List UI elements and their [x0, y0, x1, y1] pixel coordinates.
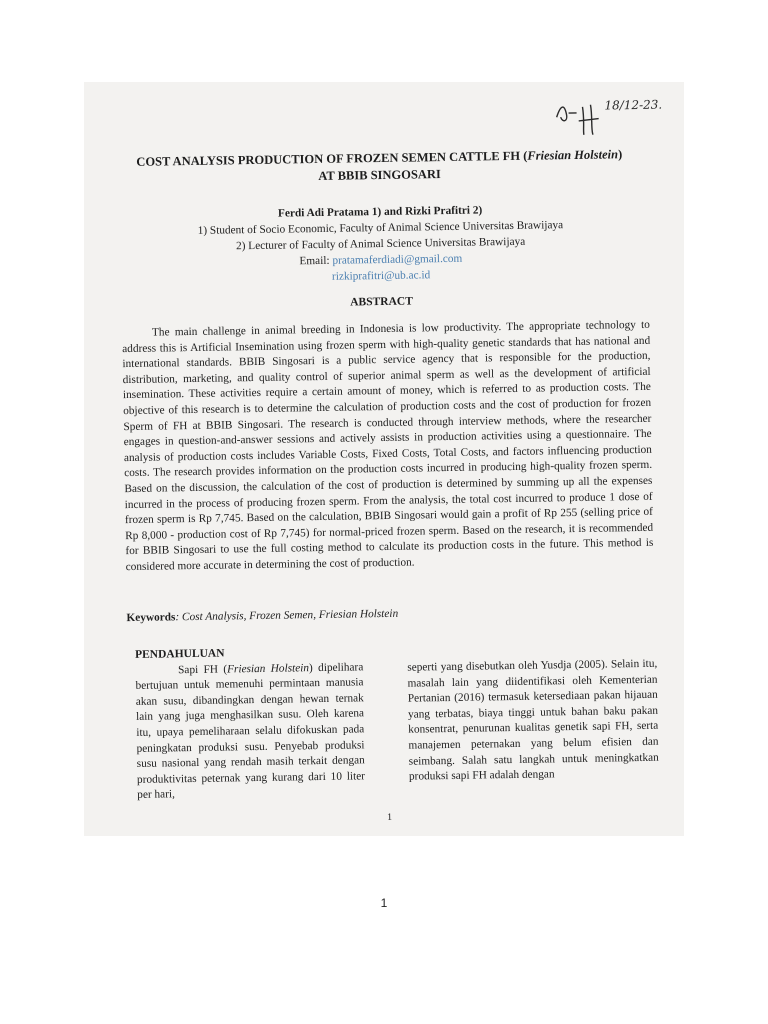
email-line: Email: pratamaferdiadi@gmail.com	[299, 252, 463, 268]
handwritten-date: 18/12-23.	[604, 97, 663, 113]
left-column-text: Sapi FH (Friesian Holstein) dipelihara bertujuan untuk memenuhi permintaan manusia akan susu, dibandingkan dengan hewan ternak lain yang juga menghasilkan susu. Oleh karena itu, upaya pemeliharaan selalu difokuskan pada peningkatan produksi susu. Penyebab produksi susu nasional yang rendah masih terkait dengan produktivitas peternak yang kurang dari 10 liter per hari,	[135, 660, 366, 802]
title-line-2: AT BBIB SINGOSARI	[318, 167, 441, 183]
abstract-body: The main challenge in animal breeding in Indonesia is low productivity. The appropriate technology to address this is Artificial Insemination using frozen sperm with high-quality genetic standards that has national and international standards. BBIB Singosari is a public service agency that is responsible for the production, distribution, marketing, and quality control of superior animal sperm as well as the development of artificial insemination. These activities require a certain amount of money, which is referred to as production costs. The objective of this research is to determine the calculation of production costs and the cost of production for frozen Sperm of FH at BBIB Singosari. The research is conducted through interview methods, where the researcher engages in question-and-answer sessions and actively assists in production activities using a questionnaire. The analysis of production costs includes Variable Costs, Fixed Costs, Total Costs, and factors influencing production costs. The research provides information on the production costs incurred in producing high-quality frozen sperm. Based on the discussion, the calculation of the cost of production is determined by summing up all the expenses incurred in the process of producing frozen sperm. From the analysis, the total cost incurred to produce 1 dose of frozen sperm is Rp 7,745. Based on the calculation, BBIB Singosari would gain a profit of Rp 255 (selling price of Rp 8,000 - production cost of Rp 7,745) for normal-priced frozen sperm. Based on the research, it is recommended for BBIB Singosari to use the full costing method to calculate its production costs in the future. This method is considered more accurate in determining the cost of production.	[122, 318, 654, 573]
author-names: Ferdi Adi Pratama 1) and Rizki Prafitri 2)	[277, 204, 483, 220]
left-column	[135, 644, 365, 803]
abstract-heading: ABSTRACT	[350, 295, 413, 309]
email-link-2[interactable]: rizkiprafitri@ub.ac.id	[331, 269, 431, 283]
scanned-page-photo	[84, 82, 684, 836]
keywords-line: Keywords: Cost Analysis, Frozen Semen, Friesian Holstein	[126, 607, 399, 625]
title-line-1: COST ANALYSIS PRODUCTION OF FROZEN SEMEN CATTLE FH (Friesian Holstein)	[136, 147, 623, 169]
right-column-text: seperti yang disebutkan oleh Yusdja (2005). Selain itu, masalah lain yang diidentifikasi oleh Kementerian Pertanian (2016) termasuk ketersediaan pakan hijauan yang terbatas, biaya tinggi untuk bahan baku pakan konsentrat, penurunan kualitas genetik sapi FH, serta manajemen peternakan yang belum efisien dan seimbang. Salah satu langkah untuk meningkatkan produksi sapi FH adalah dengan	[407, 657, 659, 783]
signature-scribble	[552, 86, 613, 139]
right-column	[407, 657, 659, 786]
handwritten-signature	[552, 86, 663, 140]
photo-page-number: 1	[387, 811, 393, 823]
affiliation-2: 2) Lecturer of Faculty of Animal Science Universitas Brawijaya	[235, 235, 526, 253]
page-number: 1	[380, 896, 388, 910]
paper-sheet	[84, 82, 684, 836]
email-link-1[interactable]: pratamaferdiadi@gmail.com	[332, 252, 463, 267]
author-block	[84, 199, 681, 288]
paper-title	[84, 145, 680, 188]
section-heading: PENDAHULUAN	[134, 647, 225, 661]
affiliation-1: 1) Student of Socio Economic, Faculty of Animal Science Universitas Brawijaya	[197, 219, 564, 237]
